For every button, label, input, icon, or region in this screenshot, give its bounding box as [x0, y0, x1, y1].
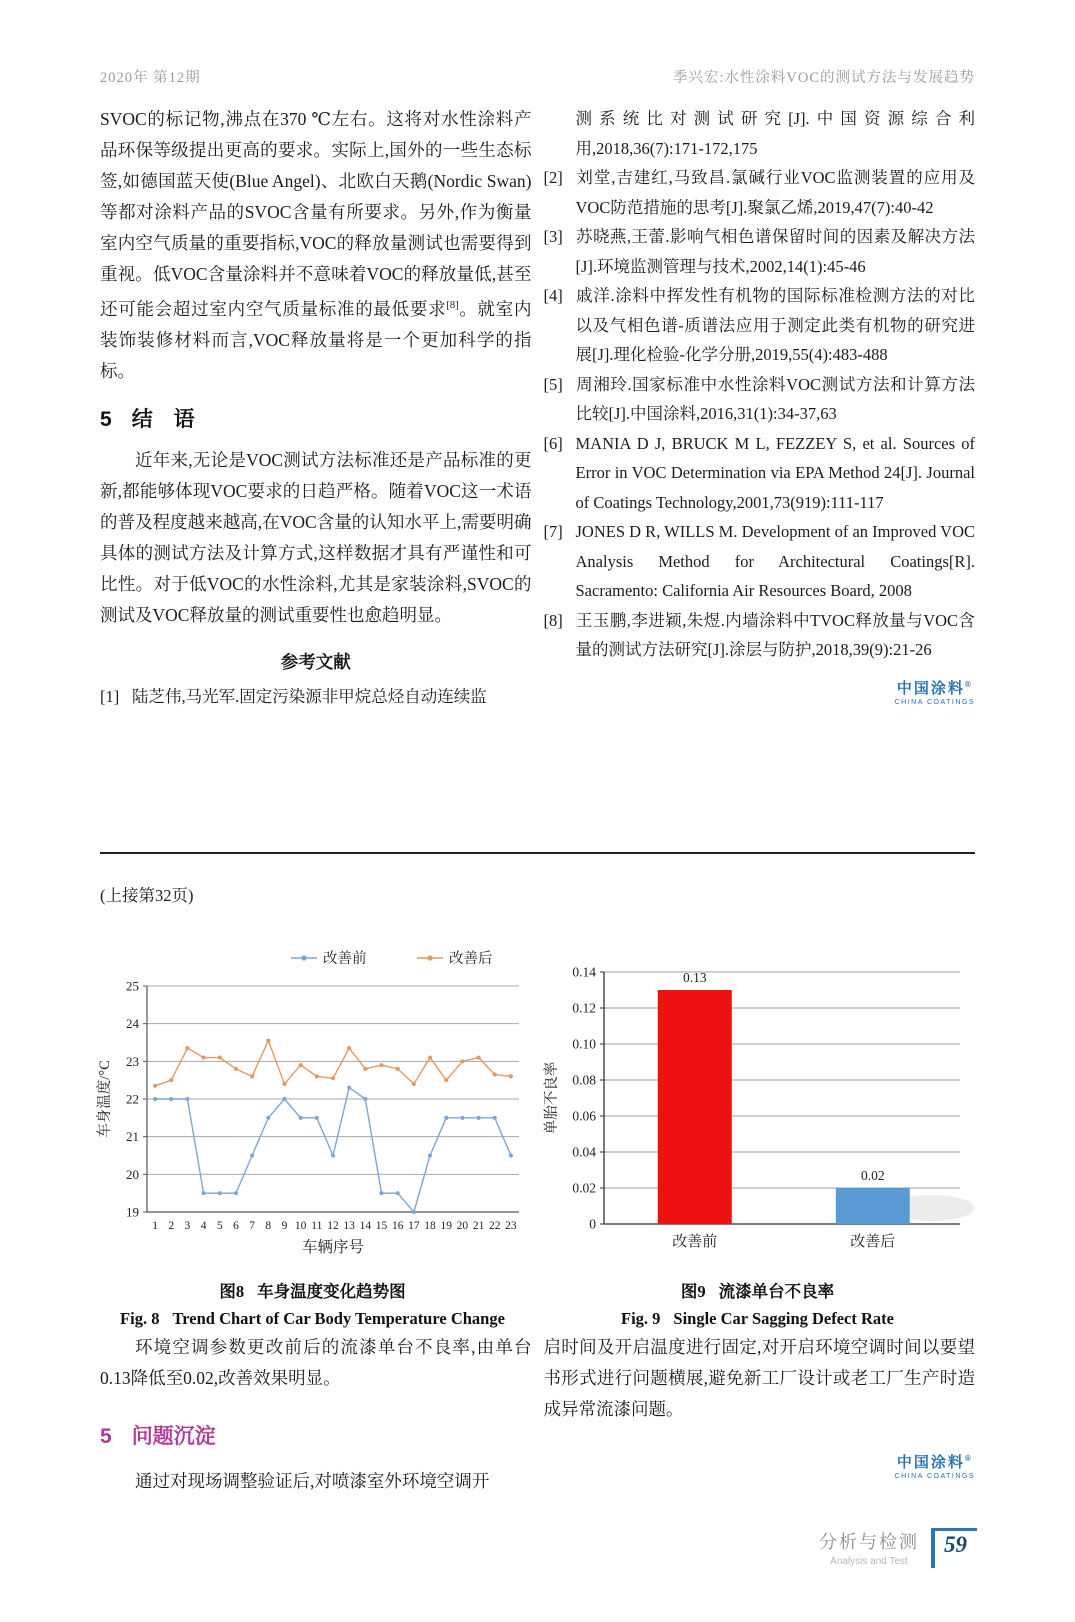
paragraph-fixing: 启时间及开启温度进行固定,对开启环境空调时间以要望书形式进行问题横展,避免新工厂设计或老工厂生产时造成异常流漆问题。: [543, 1337, 975, 1419]
section-heading-conclusion: [100, 403, 532, 433]
page-number: 59: [944, 1532, 967, 1557]
reference-number: [1]: [100, 686, 120, 706]
svg-text:3: 3: [184, 1220, 191, 1232]
issue-info: 2020年 第12期: [100, 70, 201, 86]
svg-text:13: 13: [343, 1220, 355, 1232]
svg-text:14: 14: [359, 1220, 372, 1232]
svg-text:5: 5: [216, 1220, 223, 1232]
bottom-left-column: [100, 1332, 532, 1497]
bottom-right-column: [544, 1332, 976, 1497]
reference-item: [3] 苏晓燕,王蕾.影响气相色谱保留时间的因素及解决方法[J].环境监测管理与技术,2002,14(1):45-46: [543, 227, 975, 276]
svg-text:24: 24: [126, 1016, 139, 1032]
svg-text:单胎不良率: 单胎不良率: [544, 1061, 560, 1135]
footer-section-en: Analysis and Test: [830, 1556, 908, 1567]
figure9-caption-zh: 图9 流漆单台不良率: [680, 1282, 835, 1301]
line-chart-figure8: [95, 942, 530, 1267]
svg-text:15: 15: [375, 1220, 388, 1232]
logo-subtitle: CHINA COATINGS: [894, 1473, 975, 1480]
section-number: 5: [100, 407, 112, 431]
svg-text:6: 6: [233, 1220, 239, 1232]
figure8-caption-en: Fig. 8 Trend Chart of Car Body Temperature Change: [120, 1309, 505, 1328]
left-column: [100, 104, 532, 711]
svg-text:20: 20: [456, 1220, 469, 1232]
figure8-caption-zh: 图8 车身温度变化趋势图: [219, 1282, 406, 1301]
svg-text:21: 21: [472, 1220, 485, 1232]
paragraph-svoc-text: SVOC的标记物,沸点在370 ℃左右。这将对水性涂料产品环保等级提出更高的要求。实际上,国外的一些生态标签,如德国蓝天使(Blue Angel)、北欧白天鹅(Nordic Swan)等都对涂料产品的SVOC含量有所要求。另外,作为衡量室内空气质量的重要指标,VOC的释放量测试也需要得到重视。低VOC含量涂料并不意味着VOC的释放量低,甚至还可能会超过室内空气质量标准的最低要求: [100, 109, 532, 319]
main-content: [100, 104, 975, 711]
figure-9: [540, 942, 975, 1329]
svg-text:18: 18: [424, 1220, 436, 1232]
reference-item: [2] 刘堂,吉建红,马致昌.氯碱行业VOC监测装置的应用及VOC防范措施的思考[J].聚氯乙烯,2019,47(7):40-42: [543, 168, 975, 217]
page-number-badge: [931, 1528, 977, 1568]
paragraph-svoc: [100, 104, 532, 387]
page-header: [100, 66, 975, 87]
paragraph-conclusion: 近年来,无论是VOC测试方法标准还是产品标准的更新,都能够体现VOC要求的日趋严格。随着VOC这一术语的普及程度越来越高,在VOC含量的认知水平上,需要明确具体的测试方法及计算方式,这样数据才具有严谨性和可比性。对于低VOC的水性涂料,尤其是家装涂料,SVOC的测试及VOC释放量的测试重要性也愈趋明显。: [100, 449, 532, 625]
page-footer: [819, 1528, 977, 1568]
footer-section-zh: 分析与检测: [819, 1532, 919, 1552]
svg-text:11: 11: [311, 1220, 323, 1232]
reference-item: [8] 王玉鹏,李进颖,朱煜.内墙涂料中TVOC释放量与VOC含量的测试方法研究[J].涂层与防护,2018,39(9):21-26: [543, 610, 975, 659]
svg-text:改善后: 改善后: [449, 951, 493, 967]
svg-text:0.08: 0.08: [572, 1072, 596, 1088]
svg-text:0.13: 0.13: [682, 970, 707, 985]
references-list: [544, 163, 976, 665]
svg-text:0.04: 0.04: [572, 1144, 596, 1160]
section-heading-problems: [100, 1420, 532, 1450]
continued-from-note: (上接第32页): [100, 886, 194, 905]
logo-wordmark: 中国涂料®: [896, 679, 973, 697]
registered-mark: ®: [964, 1454, 973, 1463]
china-coatings-logo: [544, 1451, 976, 1483]
citation-superscript: [8]: [446, 300, 459, 311]
logo-subtitle: CHINA COATINGS: [894, 698, 975, 706]
svg-text:0.14: 0.14: [572, 964, 596, 980]
references-heading: 参考文献: [280, 651, 351, 672]
paragraph-adjustment: 通过对现场调整验证后,对喷漆室外环境空调开: [135, 1471, 490, 1491]
china-coatings-logo: [544, 677, 976, 709]
svg-text:0.06: 0.06: [572, 1108, 596, 1124]
svg-text:16: 16: [391, 1220, 404, 1232]
svg-text:19: 19: [126, 1204, 139, 1220]
svg-text:改善前: 改善前: [323, 951, 367, 967]
svg-text:0.10: 0.10: [572, 1036, 596, 1052]
svg-text:20: 20: [126, 1166, 139, 1182]
section-title: 问题沉淀: [131, 1425, 216, 1448]
reference-1-continuation: 测系统比对测试研究[J].中国资源综合利用,2018,36(7):171-172,175: [575, 109, 975, 158]
reference-1: [100, 682, 532, 712]
svg-text:1: 1: [152, 1220, 158, 1232]
svg-text:改善后: 改善后: [850, 1234, 896, 1250]
svg-text:0: 0: [589, 1216, 596, 1232]
section-divider: [100, 852, 975, 854]
svg-text:10: 10: [294, 1220, 307, 1232]
svg-text:25: 25: [126, 978, 139, 994]
figure9-caption-en: Fig. 9 Single Car Sagging Defect Rate: [620, 1309, 894, 1328]
running-title: 季兴宏:水性涂料VOC的测试方法与发展趋势: [672, 70, 975, 86]
section-title: 结 语: [131, 407, 195, 431]
svg-text:12: 12: [327, 1220, 339, 1232]
svg-text:车辆序号: 车辆序号: [301, 1239, 365, 1256]
reference-text: 陆芝伟,马光军.固定污染源非甲烷总烃自动连续监: [132, 686, 487, 706]
paragraph-svoc-end: 。就室内装饰装修材料而言,VOC释放量将是一个更加科学的指标。: [100, 298, 532, 381]
svg-text:4: 4: [200, 1220, 207, 1232]
svg-text:0.02: 0.02: [860, 1168, 885, 1183]
bottom-content: [100, 1332, 975, 1497]
svg-text:23: 23: [126, 1053, 139, 1069]
svg-text:19: 19: [440, 1220, 452, 1232]
paragraph-defect-rate: 环境空调参数更改前后的流漆单台不良率,由单台0.13降低至0.02,改善效果明显。: [100, 1337, 532, 1388]
svg-text:9: 9: [281, 1220, 288, 1232]
right-column: [544, 104, 976, 711]
svg-text:21: 21: [126, 1129, 139, 1145]
reference-item: [5] 周湘玲.国家标准中水性涂料VOC测试方法和计算方法比较[J].中国涂料,2016,31(1):34-37,63: [543, 374, 975, 423]
reference-item: [4] 戚洋.涂料中挥发性有机物的国际标准检测方法的对比以及气相色谱-质谱法应用于测定此类有机物的研究进展[J].理化检验-化学分册,2019,55(4):483-488: [543, 286, 975, 364]
svg-text:22: 22: [488, 1220, 501, 1232]
svg-text:8: 8: [265, 1220, 272, 1232]
svg-text:7: 7: [249, 1220, 256, 1232]
svg-text:22: 22: [126, 1091, 139, 1107]
bar-chart-figure9: [540, 942, 975, 1267]
registered-mark: ®: [964, 679, 973, 689]
svg-text:0.12: 0.12: [572, 1000, 596, 1016]
svg-text:车身温度/°C: 车身温度/°C: [97, 1060, 113, 1138]
figure-8: [95, 942, 530, 1329]
svg-text:23: 23: [505, 1220, 517, 1232]
section-number: 5: [100, 1425, 112, 1448]
svg-text:17: 17: [408, 1220, 420, 1232]
reference-item: [7] JONES D R, WILLS M. Development of an Improved VOC Analysis Method for Architectural Coatings[R]. Sacramento: California Air Resources Board, 2008: [543, 522, 975, 600]
figures-row: [95, 942, 980, 1329]
svg-text:0.02: 0.02: [572, 1180, 596, 1196]
svg-text:改善前: 改善前: [672, 1234, 718, 1250]
svg-text:2: 2: [168, 1220, 175, 1232]
logo-wordmark: 中国涂料®: [896, 1454, 973, 1471]
reference-item: [6] MANIA D J, BRUCK M L, FEZZEY S, et al. Sources of Error in VOC Determination via EPA Method 24[J]. Journal of Coatings Technology,2001,73(919):111-117: [543, 433, 975, 512]
